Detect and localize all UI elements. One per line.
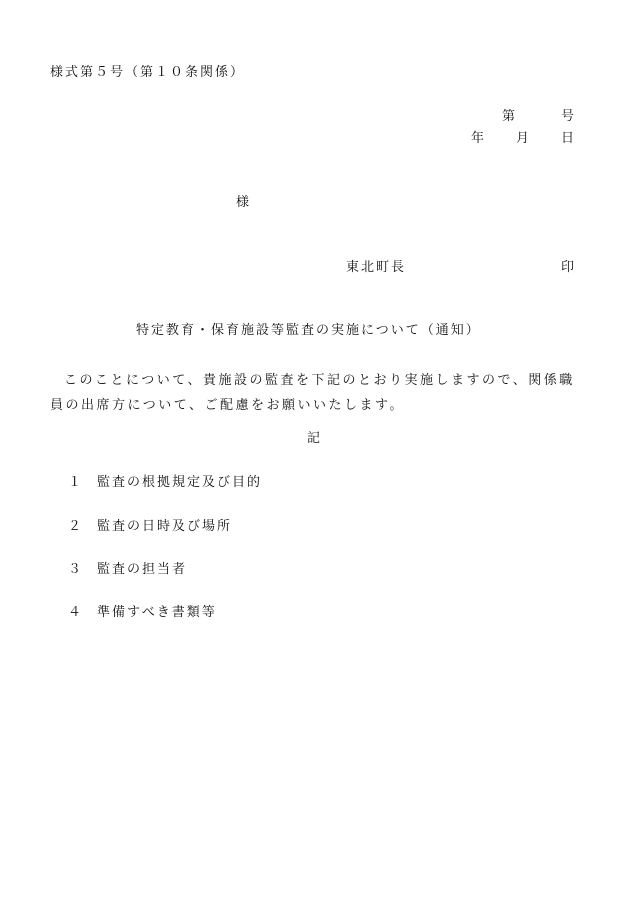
- issuer-name: 東北町長: [346, 260, 407, 275]
- date-day: 日: [560, 131, 576, 146]
- list-item: [68, 476, 262, 489]
- list-item-text: 監査の根拠規定及び目的: [97, 475, 263, 490]
- document-title: 特定教育・保育施設等監査の実施について（通知）: [136, 323, 481, 338]
- document-number-prefix: 第: [501, 109, 517, 124]
- list-item-number: １: [68, 475, 84, 490]
- document-number: [502, 110, 576, 123]
- list-item-number: ２: [68, 519, 84, 534]
- document-number-suffix: 号: [560, 109, 576, 124]
- date-month: 月: [515, 131, 531, 146]
- ki-heading: 記: [307, 431, 323, 446]
- list-item-text: 監査の日時及び場所: [97, 519, 233, 534]
- form-number: 様式第５号（第１０条関係）: [50, 65, 246, 80]
- list-item-text: 準備すべき書類等: [97, 605, 217, 620]
- issue-date: [471, 132, 576, 145]
- recipient-honorific: 様: [236, 195, 252, 210]
- body-paragraph: このことについて、貴施設の監査を下記のとおり実施しますので、関係職員の出席方について、ご配慮をお願いいたします。: [50, 373, 575, 413]
- date-year: 年: [470, 131, 486, 146]
- issuer-seal: 印: [560, 260, 576, 275]
- list-item: [68, 606, 217, 619]
- list-item: [68, 520, 232, 533]
- list-item: [68, 563, 187, 576]
- list-item-number: ３: [68, 562, 84, 577]
- list-item-text: 監査の担当者: [97, 562, 188, 577]
- list-item-number: ４: [68, 605, 84, 620]
